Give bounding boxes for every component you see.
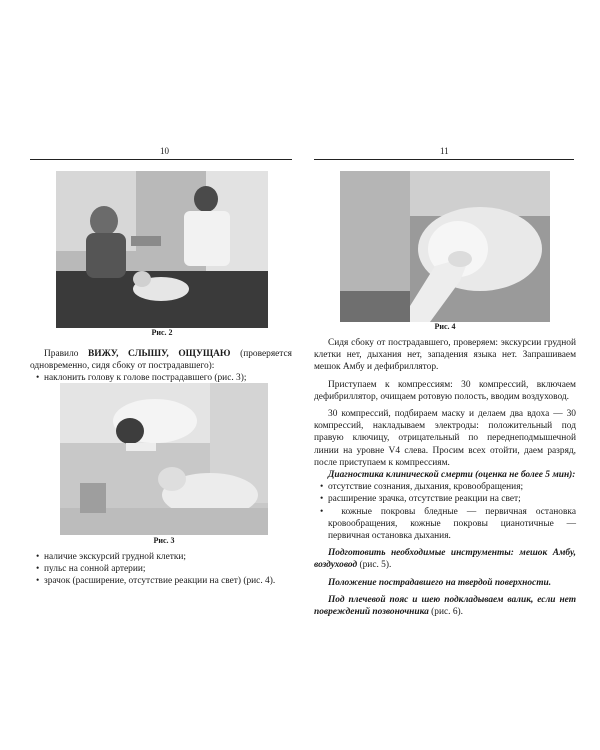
header-rule-left [30,159,292,160]
tools-ref: (рис. 5). [357,560,392,571]
roller-ref: (рис. 6). [428,607,463,618]
rule-lead: Правило [44,349,89,359]
figure-3-caption: Рис. 3 [153,536,175,545]
rule-paragraph [30,348,292,372]
figure-4-photo [340,171,550,322]
diagnostics-bullet-1: • отсутствие сознания, дыхания, кровообращения; [314,481,576,493]
right-text [314,337,576,618]
rule-name: ВИЖУ, СЛЫШУ, ОЩУЩАЮ [88,349,231,359]
rule-tail: (проверяется одновременно, сидя сбоку от пострадавшего): [30,349,292,372]
roller-text: Под плечевой пояс и шею подкладываем валик, если нет повреждений позвоночника [314,594,576,618]
bullet-pupil: • зрачок (расширение, отсутствие реакции на свет) (рис. 4). [30,575,292,587]
diagnostics-bullet-2: • расширение зрачка, отсутствие реакции на свет; [314,493,576,505]
figure-2-photo [56,171,268,328]
header-rule-right [314,159,574,160]
page-number-right: 11 [440,146,449,156]
left-text-lower [30,551,292,588]
page-number-left: 10 [160,146,169,156]
figure-2-caption: Рис. 2 [151,328,173,337]
diagnostics-bullet-3: • кожные покровы бледные — первичная остановка кровообращения, кожные покровы цианотичные — первичная остановка дыхания. [314,506,576,543]
paragraph-check: Сидя сбоку от пострадавшего, проверяем: экскурсии грудной клетки нет, дыхания нет, западения языка нет. Запрашиваем мешок Амбу и дефибриллятор. [314,338,576,373]
bullet-head-tilt: • наклонить голову к голове пострадавшего (рис. 3); [30,372,292,384]
paragraph-defibrillation: 30 компрессий, подбираем маску и делаем два вдоха — 30 компрессий, накладываем электроды: положительный под правую ключицу, отрицательный по переднеподмышечной линии на уровне V4 слева. Просим всех отойти, даем разряд, после приступаем к компрессиям. [314,409,576,468]
figure-3-photo [60,383,268,535]
bullet-chest: • наличие экскурсий грудной клетки; [30,551,292,563]
left-text-upper [30,348,292,385]
roller-paragraph [314,594,576,618]
paragraph-compressions: Приступаем к компрессиям: 30 компрессий, включаем дефибриллятор, очищаем ротовую полость, вводим воздуховод. [314,379,576,402]
figure-4-caption: Рис. 4 [434,322,456,331]
right-page [300,0,600,750]
bullet-pulse: • пульс на сонной артерии; [30,563,292,575]
position-paragraph: Положение пострадавшего на твердой поверхности. [328,577,552,588]
tools-paragraph [314,547,576,571]
tools-text: Подготовить необходимые инструменты: мешок Амбу, воздуховод [314,548,576,571]
diagnostics-heading: Диагностика клинической смерти (оценка не более 5 мин): [328,470,576,481]
